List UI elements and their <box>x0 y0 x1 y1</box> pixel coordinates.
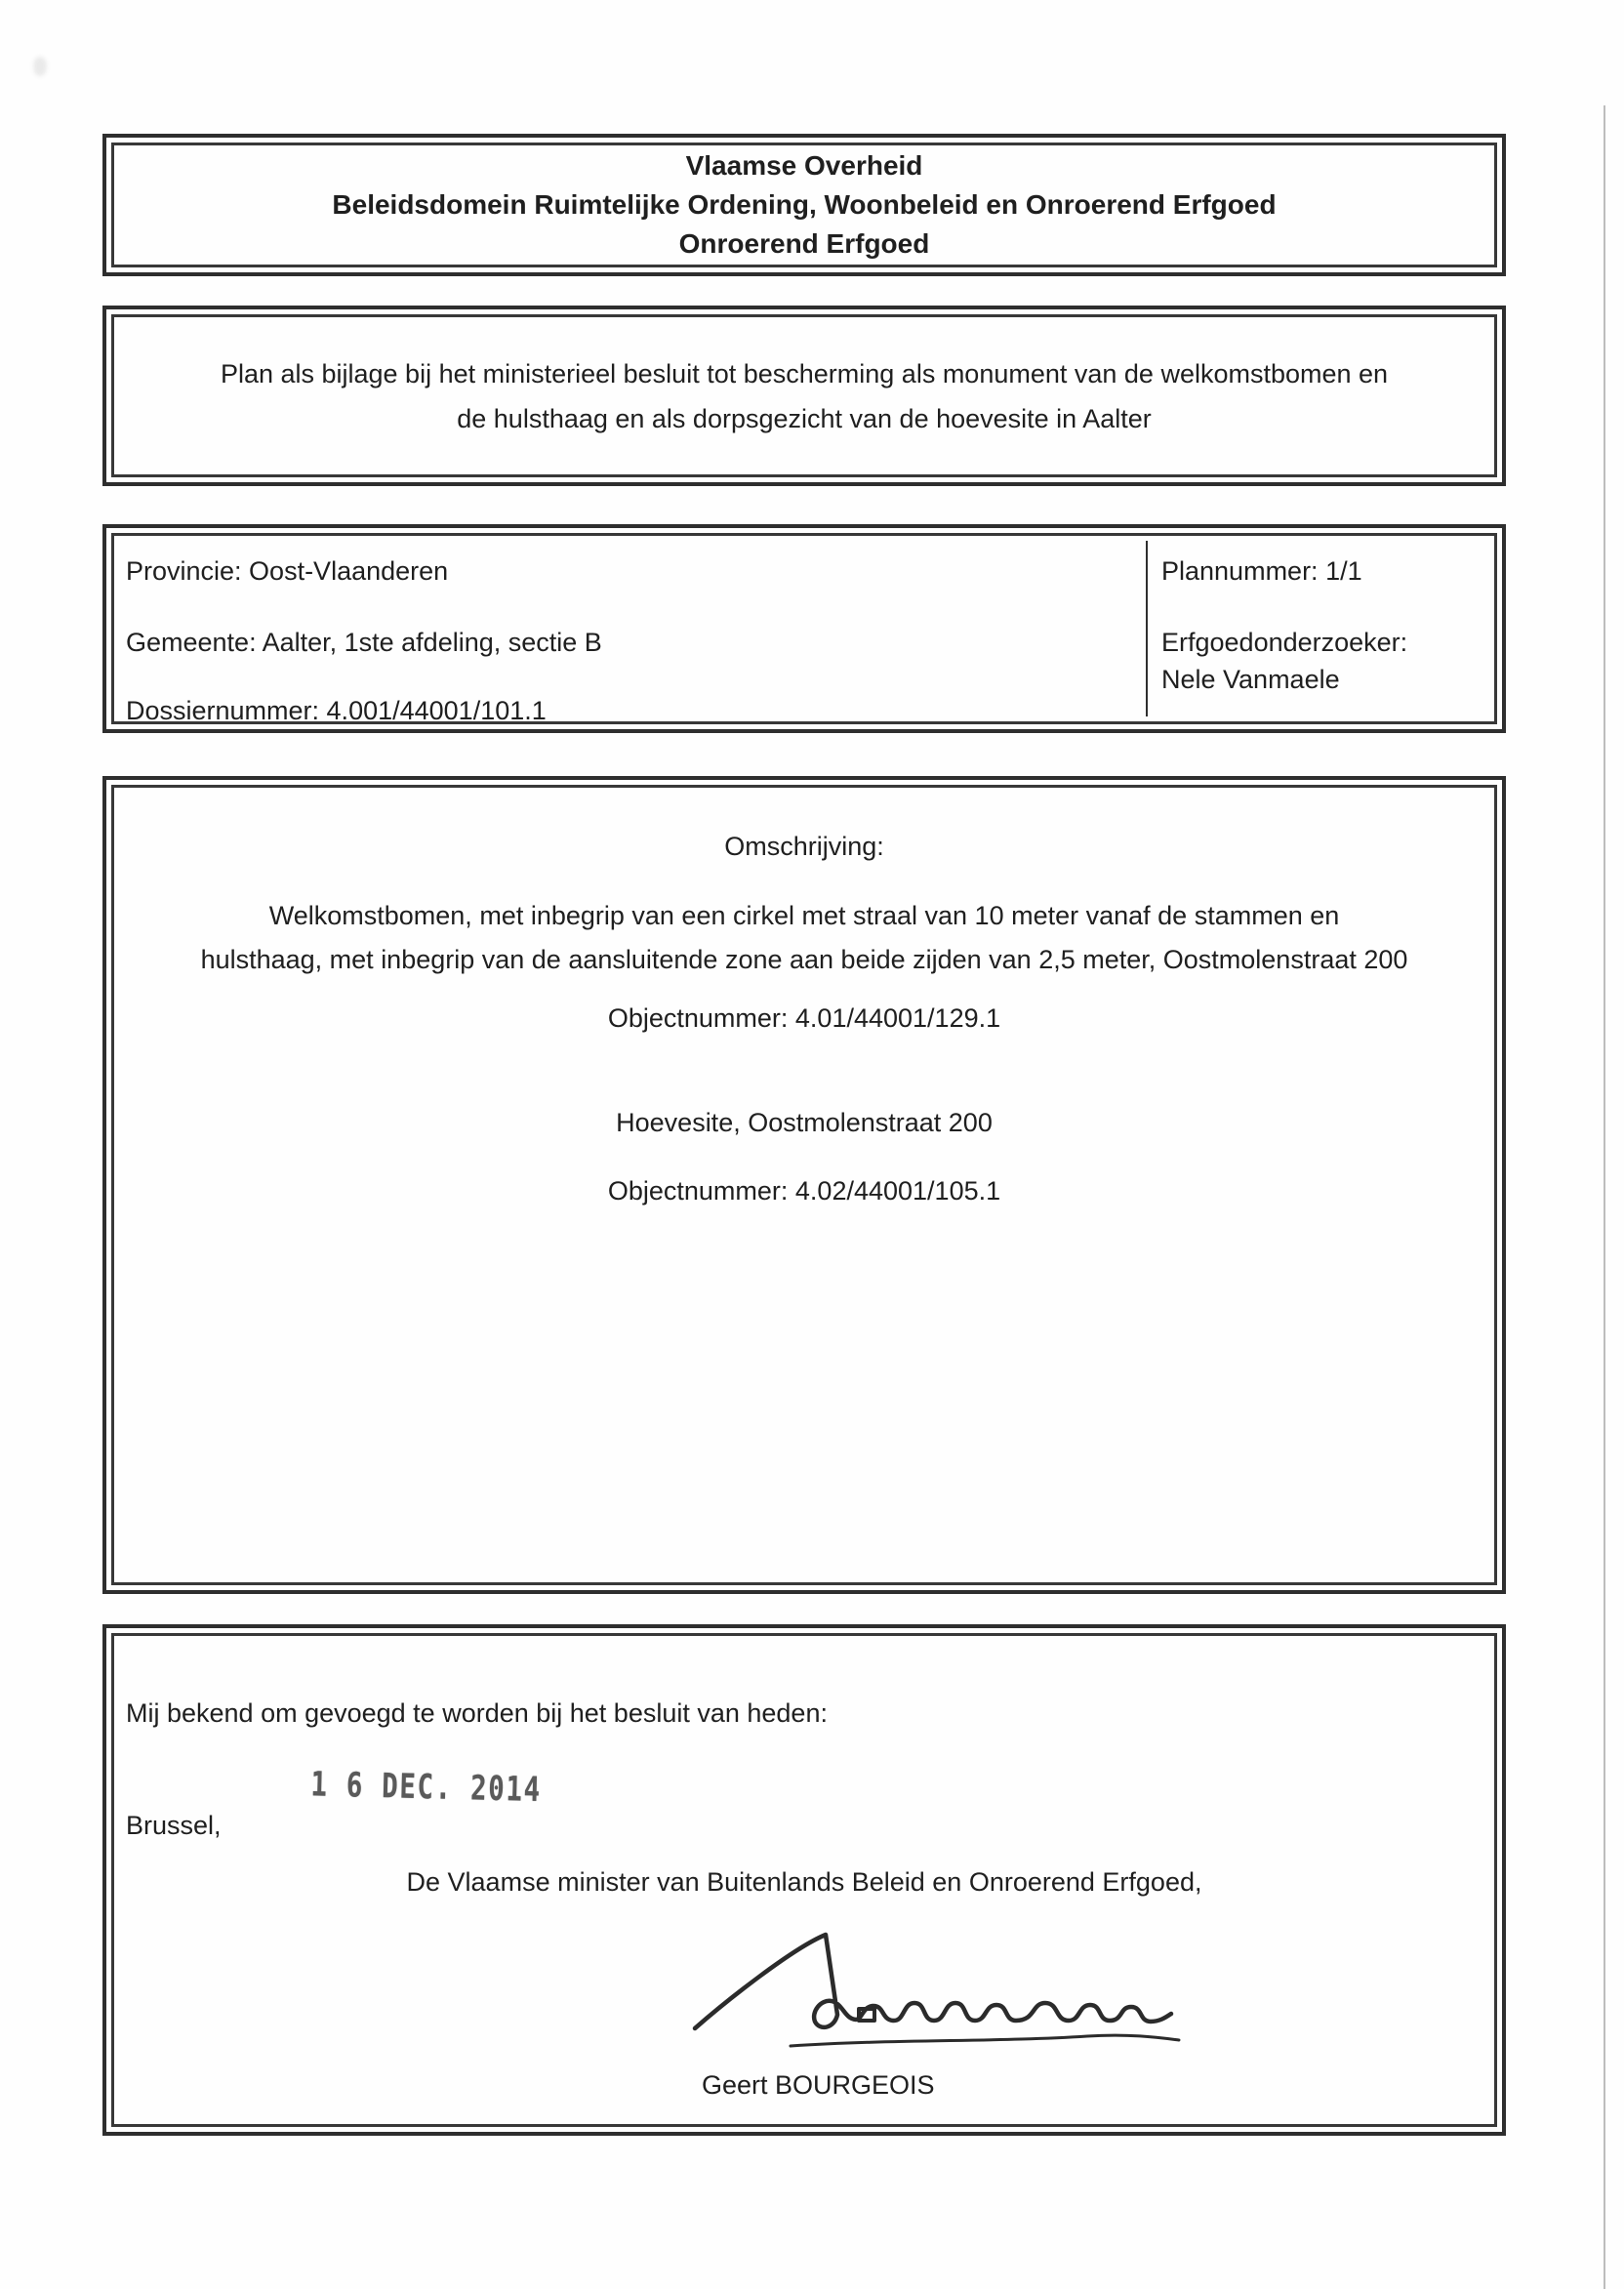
city-line: Brussel, <box>126 1811 222 1840</box>
org-domain: Beleidsdomein Ruimtelijke Ordening, Woonbeleid en Onroerend Erfgoed <box>332 189 1277 220</box>
objectnummer-1: Objectnummer: 4.01/44001/129.1 <box>607 1003 1001 1033</box>
erfgoedonderzoeker-name: Nele Vanmaele <box>1161 665 1340 694</box>
org-title: Vlaamse Overheid <box>685 150 923 181</box>
plan-title-line1: Plan als bijlage bij het ministerieel besluit tot bescherming als monument van de welkomstbomen en <box>220 358 1389 388</box>
column-divider <box>1146 541 1148 716</box>
description-paragraph-line1: Welkomstbomen, met inbegrip van een cirkel met straal van 10 meter vanaf de stammen en <box>268 901 1340 930</box>
gemeente-field: Gemeente: Aalter, 1ste afdeling, sectie B <box>126 628 602 657</box>
minister-line: De Vlaamse minister van Buitenlands Beleid en Onroerend Erfgoed, <box>406 1867 1202 1897</box>
dossier-info-box <box>102 524 1506 733</box>
plan-title-box <box>102 306 1506 486</box>
signer-name: Geert BOURGEOIS <box>702 2070 935 2100</box>
scan-smudge <box>33 57 47 76</box>
signature-block-box <box>102 1624 1506 2136</box>
letterhead-box <box>102 134 1506 276</box>
signature-image <box>677 1921 1204 2067</box>
erfgoedonderzoeker-label: Erfgoedonderzoeker: <box>1161 628 1408 657</box>
org-agency: Onroerend Erfgoed <box>678 228 930 259</box>
plannummer-field: Plannummer: 1/1 <box>1161 556 1362 586</box>
description-box <box>102 776 1506 1594</box>
objectnummer-2: Objectnummer: 4.02/44001/105.1 <box>607 1176 1001 1206</box>
description-paragraph-line2: hulsthaag, met inbegrip van de aansluitende zone aan beide zijden van 2,5 meter, Oostmolenstraat 200 <box>200 945 1408 974</box>
date-stamp: 1 6 DEC. 2014 <box>310 1765 543 1811</box>
provincie-field: Provincie: Oost-Vlaanderen <box>126 556 449 586</box>
scan-edge-line <box>1604 105 1605 2289</box>
dossiernummer-field: Dossiernummer: 4.001/44001/101.1 <box>126 696 547 725</box>
description-heading: Omschrijving: <box>724 832 884 861</box>
statement-line: Mij bekend om gevoegd te worden bij het besluit van heden: <box>126 1698 828 1728</box>
hoevesite-line: Hoevesite, Oostmolenstraat 200 <box>616 1108 993 1137</box>
plan-title-line2: de hulsthaag en als dorpsgezicht van de hoevesite in Aalter <box>457 403 1152 433</box>
